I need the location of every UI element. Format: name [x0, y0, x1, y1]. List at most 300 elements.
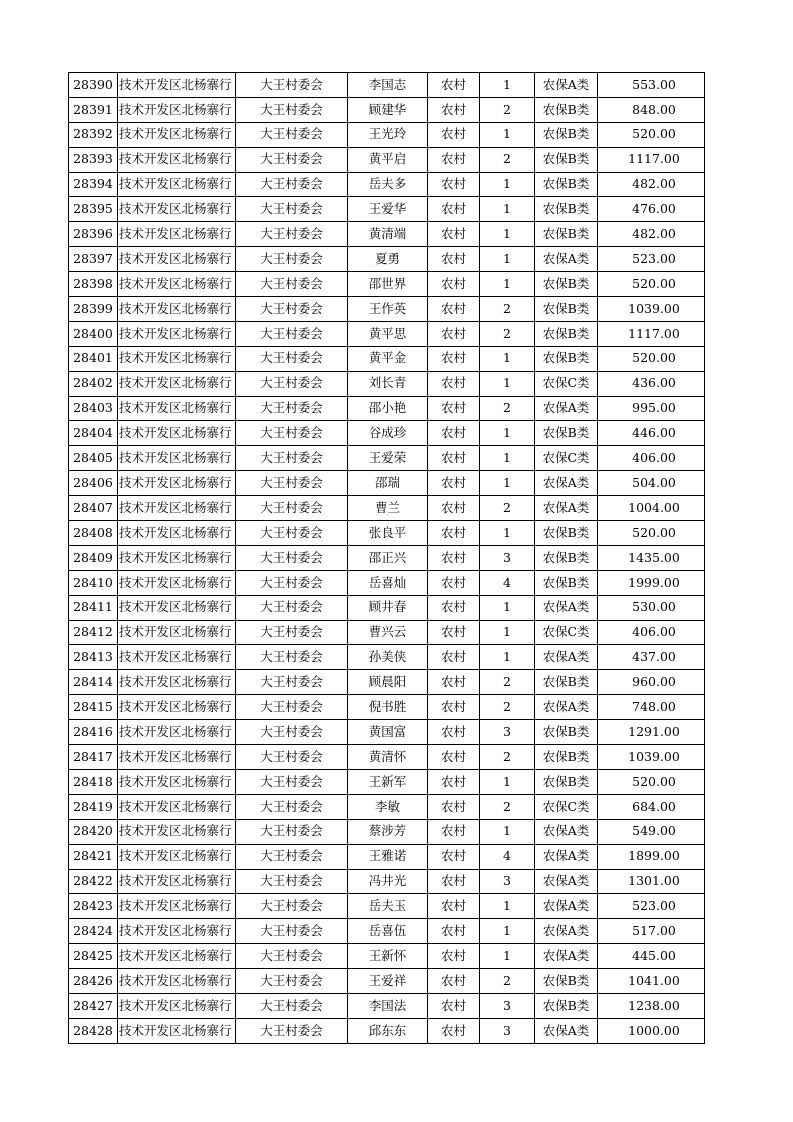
record-id-cell: 28408	[69, 521, 118, 546]
area-cell: 技术开发区北杨寨行	[118, 172, 236, 197]
name-cell: 邵小艳	[348, 396, 428, 421]
area-cell: 技术开发区北杨寨行	[118, 745, 236, 770]
data-table	[68, 72, 705, 1044]
name-cell: 王爱华	[348, 197, 428, 222]
area-cell: 技术开发区北杨寨行	[118, 944, 236, 969]
area-cell: 技术开发区北杨寨行	[118, 695, 236, 720]
table-row	[69, 794, 705, 819]
insurance-category-cell: 农保B类	[535, 521, 598, 546]
record-id-cell: 28398	[69, 272, 118, 297]
area-cell: 技术开发区北杨寨行	[118, 471, 236, 496]
village-committee-cell: 大王村委会	[236, 969, 348, 994]
insurance-category-cell: 农保A类	[535, 894, 598, 919]
amount-cell: 995.00	[598, 396, 705, 421]
area-cell: 技术开发区北杨寨行	[118, 396, 236, 421]
village-committee-cell: 大王村委会	[236, 844, 348, 869]
table-row	[69, 869, 705, 894]
amount-cell: 1117.00	[598, 147, 705, 172]
person-count-cell: 2	[480, 396, 535, 421]
residence-type-cell: 农村	[428, 695, 480, 720]
person-count-cell: 1	[480, 819, 535, 844]
insurance-category-cell: 农保B类	[535, 969, 598, 994]
record-id-cell: 28424	[69, 919, 118, 944]
name-cell: 顾建华	[348, 97, 428, 122]
insurance-category-cell: 农保B类	[535, 769, 598, 794]
insurance-category-cell: 农保A类	[535, 396, 598, 421]
area-cell: 技术开发区北杨寨行	[118, 545, 236, 570]
amount-cell: 476.00	[598, 197, 705, 222]
table-row	[69, 496, 705, 521]
insurance-category-cell: 农保B类	[535, 720, 598, 745]
table-row	[69, 670, 705, 695]
table-row	[69, 969, 705, 994]
residence-type-cell: 农村	[428, 944, 480, 969]
name-cell: 黄平思	[348, 321, 428, 346]
table-row	[69, 247, 705, 272]
insurance-category-cell: 农保B类	[535, 670, 598, 695]
table-row	[69, 421, 705, 446]
person-count-cell: 1	[480, 769, 535, 794]
amount-cell: 406.00	[598, 620, 705, 645]
insurance-category-cell: 农保B类	[535, 172, 598, 197]
village-committee-cell: 大王村委会	[236, 545, 348, 570]
insurance-category-cell: 农保A类	[535, 919, 598, 944]
name-cell: 曹兰	[348, 496, 428, 521]
insurance-category-cell: 农保A类	[535, 844, 598, 869]
amount-cell: 748.00	[598, 695, 705, 720]
village-committee-cell: 大王村委会	[236, 894, 348, 919]
insurance-category-cell: 农保A类	[535, 645, 598, 670]
village-committee-cell: 大王村委会	[236, 620, 348, 645]
village-committee-cell: 大王村委会	[236, 993, 348, 1018]
residence-type-cell: 农村	[428, 894, 480, 919]
name-cell: 黄平金	[348, 346, 428, 371]
area-cell: 技术开发区北杨寨行	[118, 97, 236, 122]
area-cell: 技术开发区北杨寨行	[118, 720, 236, 745]
record-id-cell: 28420	[69, 819, 118, 844]
name-cell: 王作英	[348, 297, 428, 322]
area-cell: 技术开发区北杨寨行	[118, 147, 236, 172]
insurance-category-cell: 农保B类	[535, 421, 598, 446]
area-cell: 技术开发区北杨寨行	[118, 595, 236, 620]
area-cell: 技术开发区北杨寨行	[118, 919, 236, 944]
insurance-category-cell: 农保A类	[535, 247, 598, 272]
amount-cell: 437.00	[598, 645, 705, 670]
amount-cell: 523.00	[598, 894, 705, 919]
name-cell: 王光玲	[348, 122, 428, 147]
person-count-cell: 3	[480, 720, 535, 745]
area-cell: 技术开发区北杨寨行	[118, 297, 236, 322]
table-row	[69, 122, 705, 147]
record-id-cell: 28413	[69, 645, 118, 670]
residence-type-cell: 农村	[428, 73, 480, 98]
table-row	[69, 720, 705, 745]
record-id-cell: 28421	[69, 844, 118, 869]
person-count-cell: 1	[480, 222, 535, 247]
residence-type-cell: 农村	[428, 147, 480, 172]
record-id-cell: 28427	[69, 993, 118, 1018]
residence-type-cell: 农村	[428, 545, 480, 570]
record-id-cell: 28426	[69, 969, 118, 994]
residence-type-cell: 农村	[428, 396, 480, 421]
amount-cell: 520.00	[598, 769, 705, 794]
village-committee-cell: 大王村委会	[236, 222, 348, 247]
record-id-cell: 28417	[69, 745, 118, 770]
record-id-cell: 28402	[69, 371, 118, 396]
person-count-cell: 1	[480, 197, 535, 222]
area-cell: 技术开发区北杨寨行	[118, 645, 236, 670]
person-count-cell: 1	[480, 471, 535, 496]
name-cell: 岳夫玉	[348, 894, 428, 919]
area-cell: 技术开发区北杨寨行	[118, 969, 236, 994]
area-cell: 技术开发区北杨寨行	[118, 819, 236, 844]
name-cell: 夏勇	[348, 247, 428, 272]
insurance-category-cell: 农保B类	[535, 346, 598, 371]
village-committee-cell: 大王村委会	[236, 670, 348, 695]
record-id-cell: 28406	[69, 471, 118, 496]
table-row	[69, 471, 705, 496]
village-committee-cell: 大王村委会	[236, 496, 348, 521]
residence-type-cell: 农村	[428, 197, 480, 222]
amount-cell: 1039.00	[598, 297, 705, 322]
village-committee-cell: 大王村委会	[236, 1018, 348, 1043]
village-committee-cell: 大王村委会	[236, 97, 348, 122]
area-cell: 技术开发区北杨寨行	[118, 371, 236, 396]
village-committee-cell: 大王村委会	[236, 720, 348, 745]
amount-cell: 482.00	[598, 172, 705, 197]
area-cell: 技术开发区北杨寨行	[118, 670, 236, 695]
record-id-cell: 28407	[69, 496, 118, 521]
person-count-cell: 4	[480, 844, 535, 869]
amount-cell: 960.00	[598, 670, 705, 695]
insurance-category-cell: 农保A类	[535, 496, 598, 521]
table-row	[69, 645, 705, 670]
area-cell: 技术开发区北杨寨行	[118, 272, 236, 297]
residence-type-cell: 农村	[428, 819, 480, 844]
amount-cell: 523.00	[598, 247, 705, 272]
residence-type-cell: 农村	[428, 869, 480, 894]
residence-type-cell: 农村	[428, 570, 480, 595]
amount-cell: 520.00	[598, 346, 705, 371]
amount-cell: 530.00	[598, 595, 705, 620]
residence-type-cell: 农村	[428, 321, 480, 346]
area-cell: 技术开发区北杨寨行	[118, 421, 236, 446]
area-cell: 技术开发区北杨寨行	[118, 496, 236, 521]
table-row	[69, 197, 705, 222]
residence-type-cell: 农村	[428, 521, 480, 546]
table-row	[69, 919, 705, 944]
name-cell: 倪书胜	[348, 695, 428, 720]
table-row	[69, 446, 705, 471]
record-id-cell: 28397	[69, 247, 118, 272]
person-count-cell: 1	[480, 944, 535, 969]
amount-cell: 1435.00	[598, 545, 705, 570]
village-committee-cell: 大王村委会	[236, 570, 348, 595]
person-count-cell: 2	[480, 670, 535, 695]
person-count-cell: 3	[480, 545, 535, 570]
area-cell: 技术开发区北杨寨行	[118, 794, 236, 819]
record-id-cell: 28409	[69, 545, 118, 570]
residence-type-cell: 农村	[428, 1018, 480, 1043]
village-committee-cell: 大王村委会	[236, 297, 348, 322]
insurance-category-cell: 农保A类	[535, 73, 598, 98]
insurance-category-cell: 农保B类	[535, 147, 598, 172]
residence-type-cell: 农村	[428, 496, 480, 521]
record-id-cell: 28428	[69, 1018, 118, 1043]
record-id-cell: 28400	[69, 321, 118, 346]
name-cell: 邵世界	[348, 272, 428, 297]
insurance-category-cell: 农保B类	[535, 222, 598, 247]
insurance-category-cell: 农保B类	[535, 122, 598, 147]
name-cell: 黄清端	[348, 222, 428, 247]
person-count-cell: 1	[480, 172, 535, 197]
village-committee-cell: 大王村委会	[236, 819, 348, 844]
record-id-cell: 28412	[69, 620, 118, 645]
person-count-cell: 1	[480, 521, 535, 546]
insurance-category-cell: 农保B类	[535, 197, 598, 222]
residence-type-cell: 农村	[428, 670, 480, 695]
village-committee-cell: 大王村委会	[236, 745, 348, 770]
person-count-cell: 1	[480, 894, 535, 919]
amount-cell: 1291.00	[598, 720, 705, 745]
amount-cell: 1999.00	[598, 570, 705, 595]
insurance-category-cell: 农保A类	[535, 471, 598, 496]
residence-type-cell: 农村	[428, 122, 480, 147]
insurance-category-cell: 农保A类	[535, 1018, 598, 1043]
name-cell: 谷成珍	[348, 421, 428, 446]
insurance-category-cell: 农保B类	[535, 272, 598, 297]
person-count-cell: 1	[480, 446, 535, 471]
record-id-cell: 28419	[69, 794, 118, 819]
insurance-category-cell: 农保A类	[535, 595, 598, 620]
record-id-cell: 28416	[69, 720, 118, 745]
table-row	[69, 819, 705, 844]
amount-cell: 1117.00	[598, 321, 705, 346]
amount-cell: 1041.00	[598, 969, 705, 994]
residence-type-cell: 农村	[428, 844, 480, 869]
record-id-cell: 28390	[69, 73, 118, 98]
amount-cell: 520.00	[598, 521, 705, 546]
amount-cell: 445.00	[598, 944, 705, 969]
village-committee-cell: 大王村委会	[236, 421, 348, 446]
table-row	[69, 570, 705, 595]
residence-type-cell: 农村	[428, 471, 480, 496]
name-cell: 张良平	[348, 521, 428, 546]
amount-cell: 406.00	[598, 446, 705, 471]
person-count-cell: 2	[480, 321, 535, 346]
name-cell: 冯井光	[348, 869, 428, 894]
person-count-cell: 2	[480, 496, 535, 521]
record-id-cell: 28423	[69, 894, 118, 919]
name-cell: 邵正兴	[348, 545, 428, 570]
amount-cell: 482.00	[598, 222, 705, 247]
village-committee-cell: 大王村委会	[236, 595, 348, 620]
table-row	[69, 97, 705, 122]
area-cell: 技术开发区北杨寨行	[118, 869, 236, 894]
table-row	[69, 396, 705, 421]
village-committee-cell: 大王村委会	[236, 794, 348, 819]
area-cell: 技术开发区北杨寨行	[118, 993, 236, 1018]
person-count-cell: 1	[480, 919, 535, 944]
village-committee-cell: 大王村委会	[236, 471, 348, 496]
name-cell: 李敏	[348, 794, 428, 819]
area-cell: 技术开发区北杨寨行	[118, 844, 236, 869]
person-count-cell: 2	[480, 794, 535, 819]
area-cell: 技术开发区北杨寨行	[118, 446, 236, 471]
table-row	[69, 346, 705, 371]
person-count-cell: 1	[480, 595, 535, 620]
record-id-cell: 28401	[69, 346, 118, 371]
amount-cell: 1301.00	[598, 869, 705, 894]
name-cell: 黄清怀	[348, 745, 428, 770]
person-count-cell: 2	[480, 97, 535, 122]
table-row	[69, 321, 705, 346]
person-count-cell: 3	[480, 869, 535, 894]
name-cell: 邱东东	[348, 1018, 428, 1043]
person-count-cell: 3	[480, 1018, 535, 1043]
person-count-cell: 1	[480, 73, 535, 98]
name-cell: 顾晨阳	[348, 670, 428, 695]
insurance-category-cell: 农保B类	[535, 321, 598, 346]
amount-cell: 1000.00	[598, 1018, 705, 1043]
area-cell: 技术开发区北杨寨行	[118, 570, 236, 595]
amount-cell: 1039.00	[598, 745, 705, 770]
name-cell: 孙美侠	[348, 645, 428, 670]
name-cell: 黄平启	[348, 147, 428, 172]
village-committee-cell: 大王村委会	[236, 122, 348, 147]
residence-type-cell: 农村	[428, 919, 480, 944]
village-committee-cell: 大王村委会	[236, 769, 348, 794]
insurance-category-cell: 农保C类	[535, 794, 598, 819]
insurance-category-cell: 农保A类	[535, 944, 598, 969]
area-cell: 技术开发区北杨寨行	[118, 894, 236, 919]
name-cell: 曹兴云	[348, 620, 428, 645]
person-count-cell: 2	[480, 147, 535, 172]
person-count-cell: 1	[480, 371, 535, 396]
village-committee-cell: 大王村委会	[236, 73, 348, 98]
record-id-cell: 28422	[69, 869, 118, 894]
amount-cell: 1899.00	[598, 844, 705, 869]
record-id-cell: 28391	[69, 97, 118, 122]
village-committee-cell: 大王村委会	[236, 396, 348, 421]
amount-cell: 848.00	[598, 97, 705, 122]
name-cell: 岳喜伍	[348, 919, 428, 944]
name-cell: 李国志	[348, 73, 428, 98]
person-count-cell: 2	[480, 745, 535, 770]
table-row	[69, 993, 705, 1018]
name-cell: 邵瑞	[348, 471, 428, 496]
insurance-category-cell: 农保B类	[535, 993, 598, 1018]
residence-type-cell: 农村	[428, 421, 480, 446]
residence-type-cell: 农村	[428, 620, 480, 645]
insurance-category-cell: 农保C类	[535, 371, 598, 396]
table-row	[69, 545, 705, 570]
village-committee-cell: 大王村委会	[236, 521, 348, 546]
amount-cell: 549.00	[598, 819, 705, 844]
residence-type-cell: 农村	[428, 346, 480, 371]
name-cell: 岳喜灿	[348, 570, 428, 595]
person-count-cell: 3	[480, 993, 535, 1018]
residence-type-cell: 农村	[428, 446, 480, 471]
person-count-cell: 1	[480, 247, 535, 272]
name-cell: 王雅诺	[348, 844, 428, 869]
person-count-cell: 4	[480, 570, 535, 595]
table-row	[69, 371, 705, 396]
insurance-category-cell: 农保A类	[535, 695, 598, 720]
insurance-category-cell: 农保B类	[535, 297, 598, 322]
person-count-cell: 1	[480, 421, 535, 446]
residence-type-cell: 农村	[428, 993, 480, 1018]
amount-cell: 1004.00	[598, 496, 705, 521]
area-cell: 技术开发区北杨寨行	[118, 620, 236, 645]
record-id-cell: 28399	[69, 297, 118, 322]
name-cell: 刘长青	[348, 371, 428, 396]
village-committee-cell: 大王村委会	[236, 172, 348, 197]
village-committee-cell: 大王村委会	[236, 944, 348, 969]
table-row	[69, 695, 705, 720]
record-id-cell: 28411	[69, 595, 118, 620]
table-row	[69, 521, 705, 546]
table-row	[69, 73, 705, 98]
table-row	[69, 1018, 705, 1043]
residence-type-cell: 农村	[428, 247, 480, 272]
table-row	[69, 944, 705, 969]
residence-type-cell: 农村	[428, 720, 480, 745]
record-id-cell: 28418	[69, 769, 118, 794]
area-cell: 技术开发区北杨寨行	[118, 122, 236, 147]
amount-cell: 517.00	[598, 919, 705, 944]
area-cell: 技术开发区北杨寨行	[118, 247, 236, 272]
insurance-category-cell: 农保A类	[535, 819, 598, 844]
residence-type-cell: 农村	[428, 595, 480, 620]
record-id-cell: 28415	[69, 695, 118, 720]
table-row	[69, 595, 705, 620]
area-cell: 技术开发区北杨寨行	[118, 321, 236, 346]
amount-cell: 520.00	[598, 122, 705, 147]
table-row	[69, 222, 705, 247]
residence-type-cell: 农村	[428, 272, 480, 297]
insurance-category-cell: 农保C类	[535, 446, 598, 471]
insurance-category-cell: 农保A类	[535, 869, 598, 894]
area-cell: 技术开发区北杨寨行	[118, 197, 236, 222]
table-row	[69, 297, 705, 322]
person-count-cell: 1	[480, 122, 535, 147]
village-committee-cell: 大王村委会	[236, 446, 348, 471]
insurance-category-cell: 农保C类	[535, 620, 598, 645]
amount-cell: 520.00	[598, 272, 705, 297]
record-id-cell: 28403	[69, 396, 118, 421]
amount-cell: 436.00	[598, 371, 705, 396]
village-committee-cell: 大王村委会	[236, 919, 348, 944]
insurance-category-cell: 农保B类	[535, 545, 598, 570]
amount-cell: 504.00	[598, 471, 705, 496]
amount-cell: 1238.00	[598, 993, 705, 1018]
area-cell: 技术开发区北杨寨行	[118, 73, 236, 98]
insurance-category-cell: 农保B类	[535, 745, 598, 770]
name-cell: 岳夫多	[348, 172, 428, 197]
record-id-cell: 28396	[69, 222, 118, 247]
record-id-cell: 28425	[69, 944, 118, 969]
name-cell: 李国法	[348, 993, 428, 1018]
residence-type-cell: 农村	[428, 794, 480, 819]
amount-cell: 684.00	[598, 794, 705, 819]
residence-type-cell: 农村	[428, 297, 480, 322]
record-id-cell: 28392	[69, 122, 118, 147]
amount-cell: 553.00	[598, 73, 705, 98]
name-cell: 王爱荣	[348, 446, 428, 471]
insurance-category-cell: 农保B类	[535, 97, 598, 122]
person-count-cell: 2	[480, 969, 535, 994]
